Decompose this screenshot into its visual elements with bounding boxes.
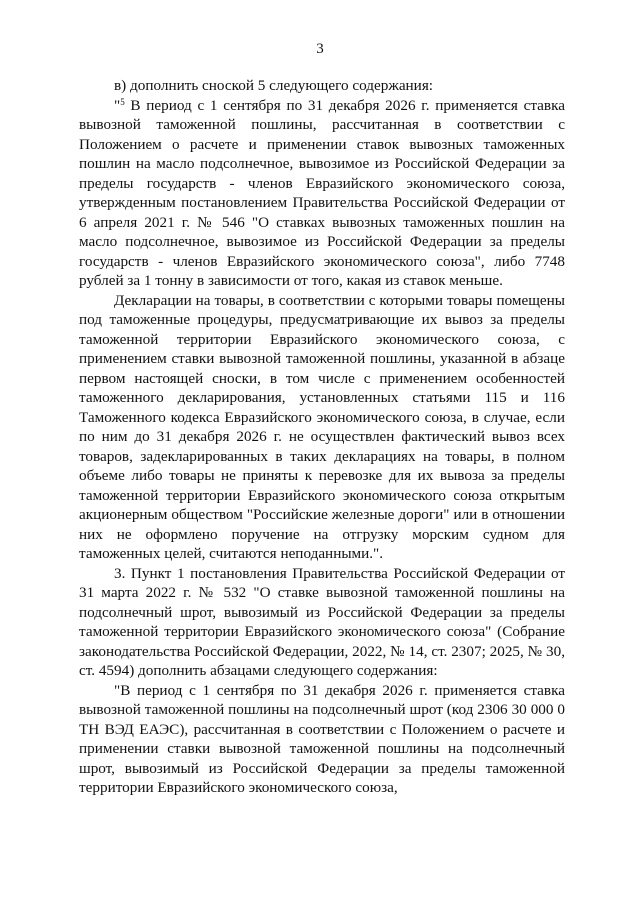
paragraph-footnote-5-second — [79, 291, 565, 564]
paragraph-item-3-quote — [79, 681, 565, 798]
paragraph-item-3 — [79, 564, 565, 681]
paragraph-text: в) дополнить сноской 5 следующего содержания: — [114, 77, 434, 94]
page-number: 3 — [316, 41, 324, 57]
paragraph-text: В период с 1 сентября по 31 декабря 2026 г. применяется ставка вывозной таможенной пошлины, рассчитанная в соответствии с Положением о расчете и применении ставок вывозных таможенных пошлин на масло подсолнечное, вывозимое из Российской Федерации за пределы государств - членов Евразийского экономического союза, утвержденным постановлением Правительства Российской Федерации от 6 апреля 2021 г. № 546 "О ставках вывозных таможенных пошлин на масло подсолнечное, вывозимое из Российской Федерации за пределы государств - членов Евразийского экономического союза", либо 7748 рублей за 1 тонну в зависимости от того, какая из ставок меньше. — [79, 96, 565, 289]
paragraph-footnote-5-first — [79, 96, 565, 291]
footnote-marker: 5 — [120, 96, 125, 107]
paragraph-text: Декларации на товары, в соответствии с которыми товары помещены под таможенные процедуры, предусматривающие их вывоз за пределы таможенной территории Евразийского экономического союза, с применением ставки вывозной таможенной пошлины, указанной в абзаце первом настоящей сноски, в том числе с применением особенностей таможенного декларирования, установленных статьями 115 и 116 Таможенного кодекса Евразийского экономического союза, в случае, если по ним до 31 декабря 2026 г. не осуществлен фактический вывоз всех товаров, задекларированных в таких декларациях на товары, в полном объеме либо товары не приняты к перевозке для их вывоза за пределы таможенной территории Евразийского экономического союза открытым акционерным обществом "Российские железные дороги" или в отношении них не оформлено поручение на отгрузку морским судном для таможенных целей, считаются неподанными.". — [79, 291, 565, 562]
paragraph-text: "В период с 1 сентября по 31 декабря 2026 г. применяется ставка вывозной таможенной пошлины на подсолнечный шрот (код 2306 30 000 0 ТН ВЭД ЕАЭС), рассчитанная в соответствии с Положением о расчете и применении ставки вывозной таможенной пошлины на подсолнечный шрот, вывозимый из Российской Федерации за пределы таможенной территории Евразийского экономического союза, — [79, 681, 565, 796]
paragraph-item-v — [79, 76, 565, 96]
paragraph-text: 3. Пункт 1 постановления Правительства Российской Федерации от 31 марта 2022 г. № 532 "О ставке вывозной таможенной пошлины на подсолнечный шрот, вывозимый из Российской Федерации за пределы таможенной территории Евразийского экономического союза" (Собрание законодательства Российской Федерации, 2022, № 14, ст. 2307; 2025, № 30, ст. 4594) дополнить абзацами следующего содержания: — [79, 564, 565, 679]
document-body — [79, 76, 565, 798]
opening-quote: " — [114, 96, 121, 114]
